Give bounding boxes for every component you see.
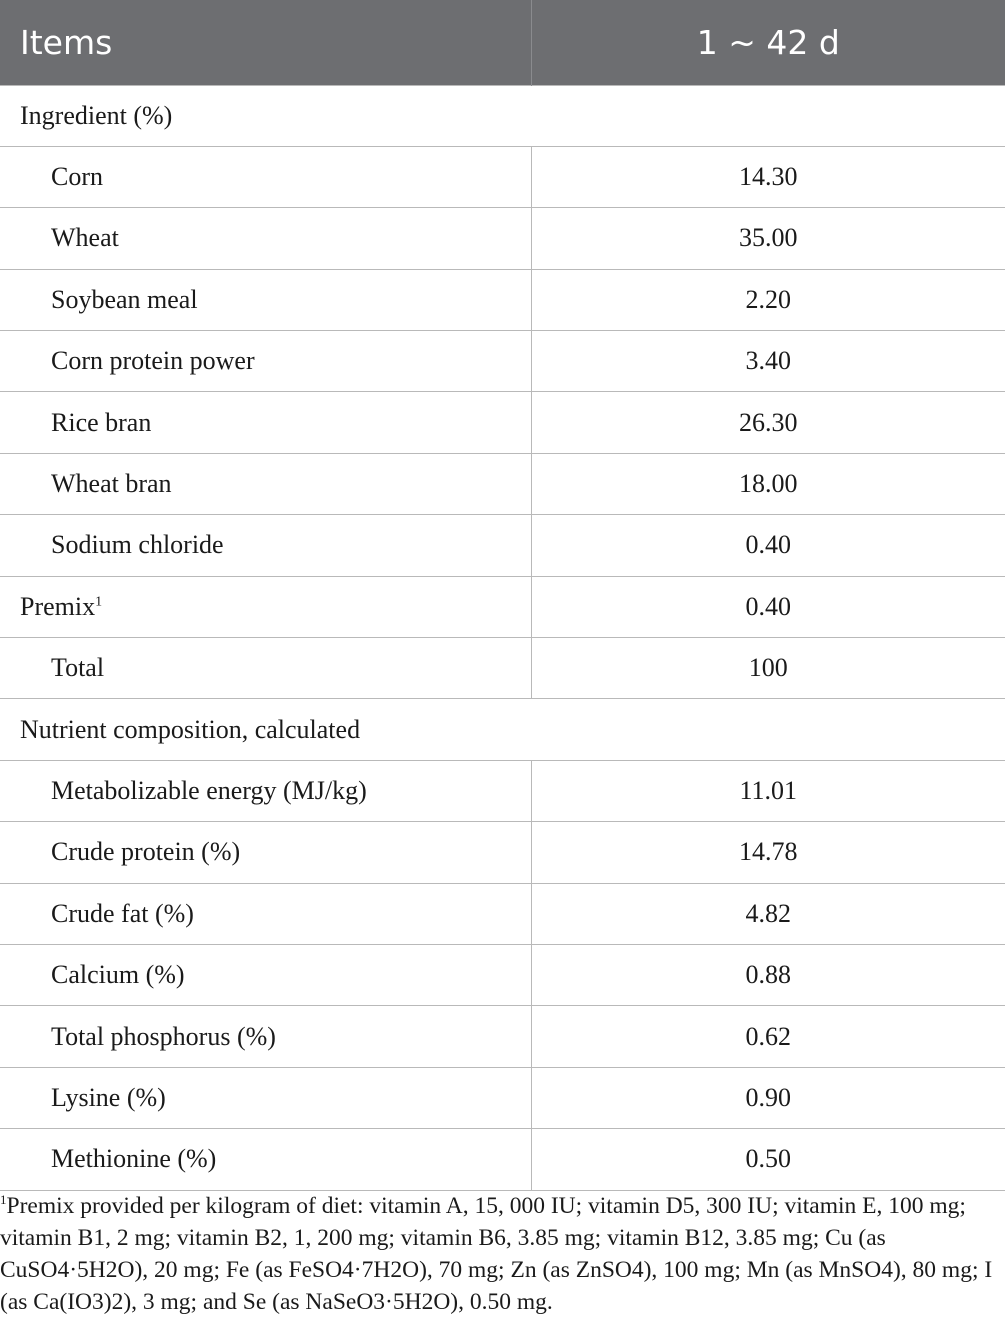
row-label: Premix [20, 591, 96, 621]
row-label-cell [0, 331, 531, 392]
row-label: Total [51, 653, 105, 683]
row-label-cell [0, 453, 531, 514]
table-row [0, 944, 1005, 1005]
table-row [0, 453, 1005, 514]
row-label-cell [0, 883, 531, 944]
row-label-cell [0, 269, 531, 330]
row-label: Crude fat (%) [51, 898, 194, 928]
table-row [0, 331, 1005, 392]
row-label: Metabolizable energy (MJ/kg) [51, 775, 367, 805]
table-row [0, 883, 1005, 944]
table-row [0, 576, 1005, 637]
section-label: Nutrient composition, calculated [0, 699, 1005, 760]
table-row [0, 1006, 1005, 1067]
header-items: Items [0, 0, 531, 85]
row-value: 100 [531, 638, 1005, 699]
row-value: 14.78 [531, 822, 1005, 883]
row-label-cell [0, 1006, 531, 1067]
header-period: 1 ~ 42 d [531, 0, 1005, 85]
table-row [0, 822, 1005, 883]
row-label-cell [0, 1067, 531, 1128]
row-value: 2.20 [531, 269, 1005, 330]
table-row [0, 392, 1005, 453]
table-row [0, 515, 1005, 576]
row-label-cell [0, 760, 531, 821]
row-label: Corn protein power [51, 346, 255, 376]
row-value: 14.30 [531, 146, 1005, 207]
row-value: 4.82 [531, 883, 1005, 944]
row-label-cell [0, 392, 531, 453]
table-row [0, 208, 1005, 269]
section-row [0, 85, 1005, 146]
row-label-cell [0, 638, 531, 699]
footnote-marker: 1 [0, 1192, 7, 1208]
row-value: 18.00 [531, 453, 1005, 514]
row-label: Rice bran [51, 407, 152, 437]
row-value: 0.88 [531, 944, 1005, 1005]
row-label: Soybean meal [51, 284, 198, 314]
row-label: Sodium chloride [51, 530, 224, 560]
row-label-cell [0, 944, 531, 1005]
table-footnote [0, 1190, 1005, 1318]
row-value: 0.50 [531, 1129, 1005, 1190]
row-label: Wheat [51, 223, 119, 253]
section-row [0, 699, 1005, 760]
row-label: Lysine (%) [51, 1082, 166, 1112]
row-value: 3.40 [531, 331, 1005, 392]
row-value: 0.90 [531, 1067, 1005, 1128]
table-row [0, 760, 1005, 821]
row-label: Wheat bran [51, 469, 172, 499]
table-row [0, 638, 1005, 699]
section-label: Ingredient (%) [0, 85, 1005, 146]
row-label-cell [0, 1129, 531, 1190]
table-header-row [0, 0, 1005, 85]
table-row [0, 1129, 1005, 1190]
row-value: 26.30 [531, 392, 1005, 453]
row-value: 35.00 [531, 208, 1005, 269]
table-row [0, 1067, 1005, 1128]
row-value: 11.01 [531, 760, 1005, 821]
row-value: 0.62 [531, 1006, 1005, 1067]
row-label: Methionine (%) [51, 1144, 217, 1174]
row-label: Corn [51, 162, 103, 192]
footnote-ref: 1 [95, 594, 103, 610]
row-label: Total phosphorus (%) [51, 1021, 276, 1051]
row-label-cell [0, 822, 531, 883]
row-label: Calcium (%) [51, 960, 185, 990]
table-row [0, 146, 1005, 207]
row-label: Crude protein (%) [51, 837, 241, 867]
row-label-cell [0, 146, 531, 207]
row-label-cell [0, 576, 531, 637]
footnote-text: Premix provided per kilogram of diet: vitamin A, 15, 000 IU; vitamin D5, 300 IU; vitamin E, 100 mg; vitamin B1, 2 mg; vitamin B2, 1, 200 mg; vitamin B6, 3.85 mg; vitamin B12, 3.85 mg; Cu (as CuSO4·5H2O), 20 mg; Fe (as FeSO4·7H2O), 70 mg; Zn (as ZnSO4), 100 mg; Mn (as MnSO4), 80 mg; I (as Ca(IO3)2), 3 mg; and Se (as NaSeO3·5H2O), 0.50 mg. [0, 1193, 993, 1315]
table-row [0, 269, 1005, 330]
row-value: 0.40 [531, 515, 1005, 576]
table-body [0, 85, 1005, 1190]
row-value: 0.40 [531, 576, 1005, 637]
row-label-cell [0, 208, 531, 269]
row-label-cell [0, 515, 531, 576]
